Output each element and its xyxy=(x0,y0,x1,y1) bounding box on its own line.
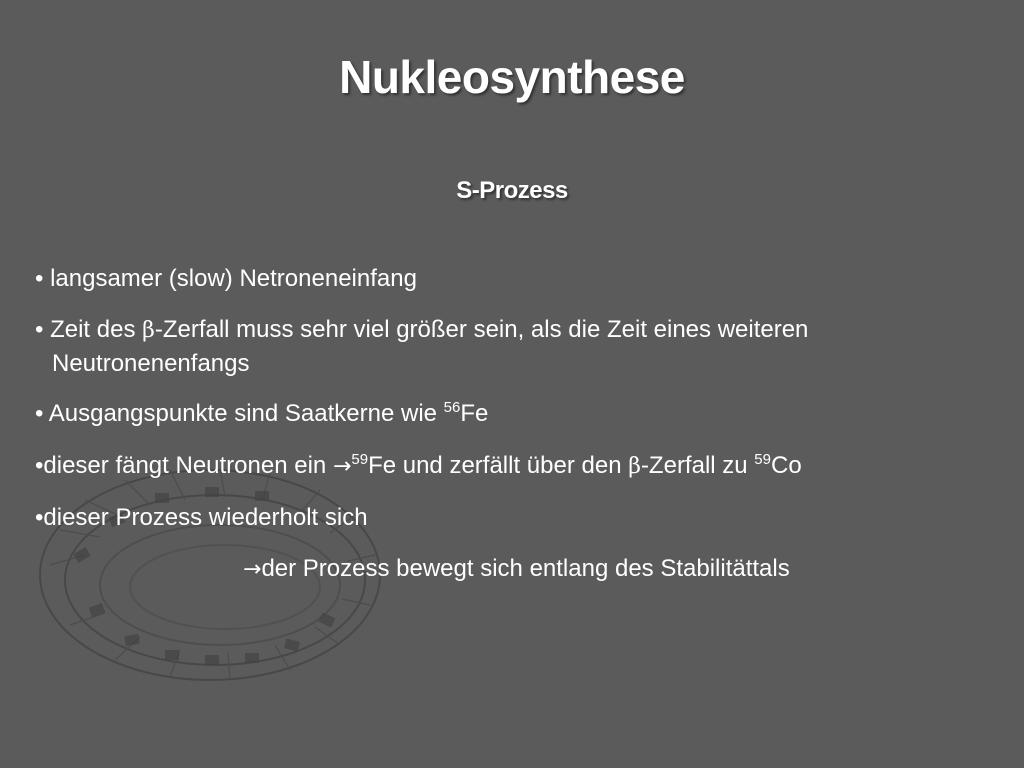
bullet-seed-nuclei xyxy=(35,398,488,430)
bullet-slow-capture: • langsamer (slow) Netroneneinfang xyxy=(35,265,417,292)
bullet2-post: -Zerfall muss sehr viel größer sein, als die Zeit eines weiteren xyxy=(154,316,809,343)
bullet4-mid: Fe und zerfällt über den xyxy=(368,452,629,479)
conclusion-line xyxy=(243,553,790,586)
mass-number-56: 56 xyxy=(443,399,461,416)
beta-symbol: β xyxy=(142,318,155,343)
bullet-beta-decay-continuation: Neutronenenfangs xyxy=(52,350,250,377)
slide-subtitle: S-Prozess xyxy=(456,177,568,204)
bullet2-pre: • Zeit des xyxy=(35,316,143,343)
bullet4-post: -Zerfall zu xyxy=(640,452,755,479)
arrow-right-icon-2: → xyxy=(243,557,262,582)
slide-title: Nukleosynthese xyxy=(339,51,685,103)
bullet-beta-decay-time xyxy=(35,314,808,347)
mass-number-59-fe: 59 xyxy=(351,451,369,468)
element-fe: Fe xyxy=(460,400,489,427)
bullet4-pre: •dieser fängt Neutronen ein xyxy=(35,452,333,479)
arrow-right-icon: → xyxy=(332,454,352,479)
beta-symbol-2: β xyxy=(628,454,641,479)
mass-number-59-co: 59 xyxy=(754,451,771,468)
conclusion-text: der Prozess bewegt sich entlang des Stabilitättals xyxy=(261,555,790,582)
bullet-neutron-capture-chain xyxy=(35,450,802,483)
bullet3-pre: • Ausgangspunkte sind Saatkerne wie xyxy=(35,400,444,427)
bullet-process-repeats: •dieser Prozess wiederholt sich xyxy=(35,504,368,531)
element-co: Co xyxy=(770,452,802,479)
